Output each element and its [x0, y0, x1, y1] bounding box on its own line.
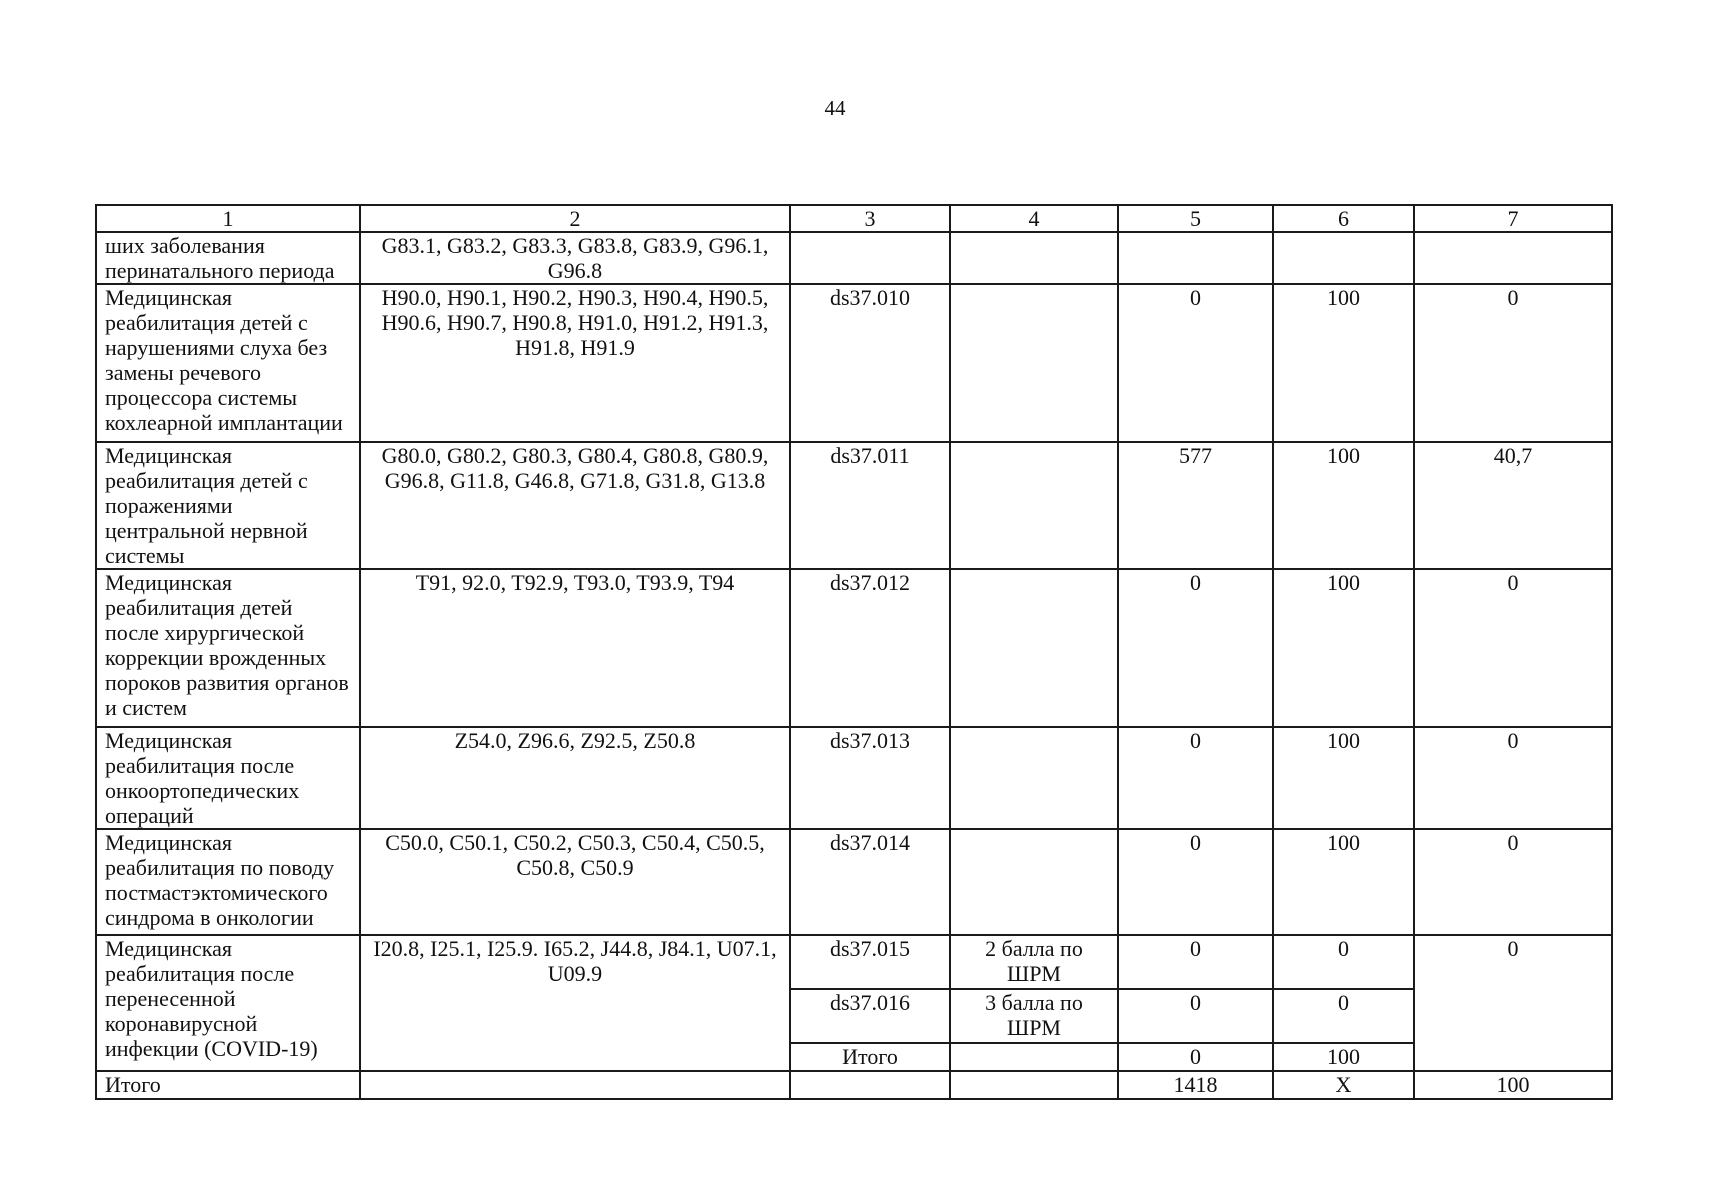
header-col-2: 2 — [360, 205, 790, 232]
row-codes: H90.0, H90.1, H90.2, H90.3, H90.4, H90.5, H90.6, H90.7, H90.8, H91.0, H91.2, H91.3, H91.8, H91.9 — [360, 284, 790, 442]
row-col-5: 0 — [1118, 569, 1273, 727]
row-col-6: 100 — [1273, 284, 1414, 442]
row-col-5 — [1118, 232, 1273, 284]
row-name: Медицинская реабилитация после онкоортопедических операций — [96, 727, 360, 829]
row-criteria: 3 балла по ШРМ — [950, 989, 1118, 1043]
row-ksg: ds37.016 — [790, 989, 950, 1043]
row-col-7: 0 — [1414, 284, 1612, 442]
row-criteria — [950, 442, 1118, 569]
row-name: Медицинская реабилитация детей с поражениями центральной нервной системы — [96, 442, 360, 569]
total-row — [96, 1071, 1612, 1099]
row-name: Медицинская реабилитация детей с нарушениями слуха без замены речевого процессора системы кохлеарной имплантации — [96, 284, 360, 442]
header-col-4: 4 — [950, 205, 1118, 232]
subtotal-col-5: 0 — [1118, 1043, 1273, 1071]
row-col-5: 0 — [1118, 989, 1273, 1043]
row-ksg: ds37.012 — [790, 569, 950, 727]
row-codes: T91, 92.0, T92.9, T93.0, T93.9, T94 — [360, 569, 790, 727]
row-ksg: ds37.011 — [790, 442, 950, 569]
header-col-6: 6 — [1273, 205, 1414, 232]
header-col-1: 1 — [96, 205, 360, 232]
row-criteria — [950, 232, 1118, 284]
row-col-7 — [1414, 232, 1612, 284]
row-col-6: 0 — [1273, 935, 1414, 989]
header-col-5: 5 — [1118, 205, 1273, 232]
subtotal-criteria — [950, 1043, 1118, 1071]
row-col-6: 100 — [1273, 569, 1414, 727]
page-number: 44 — [824, 96, 846, 120]
header-col-7: 7 — [1414, 205, 1612, 232]
row-ksg: ds37.013 — [790, 727, 950, 829]
row-criteria — [950, 569, 1118, 727]
row-ksg: ds37.015 — [790, 935, 950, 989]
row-criteria — [950, 284, 1118, 442]
table-row — [96, 935, 1612, 989]
row-col-6: 100 — [1273, 442, 1414, 569]
row-criteria: 2 балла по ШРМ — [950, 935, 1118, 989]
header-row — [96, 205, 1612, 232]
row-col-6: 0 — [1273, 989, 1414, 1043]
table-row — [96, 442, 1612, 569]
row-col-6: 100 — [1273, 829, 1414, 935]
table-row — [96, 284, 1612, 442]
row-codes: Z54.0, Z96.6, Z92.5, Z50.8 — [360, 727, 790, 829]
row-codes: C50.0, C50.1, C50.2, C50.3, C50.4, C50.5, C50.8, C50.9 — [360, 829, 790, 935]
row-col-5: 0 — [1118, 935, 1273, 989]
row-name: Медицинская реабилитация детей после хирургической коррекции врожденных пороков развития органов и систем — [96, 569, 360, 727]
row-name: Медицинская реабилитация по поводу постмастэктомического синдрома в онкологии — [96, 829, 360, 935]
subtotal-col-6: 100 — [1273, 1043, 1414, 1071]
row-criteria — [950, 727, 1118, 829]
row-ksg — [790, 232, 950, 284]
row-col-5: 0 — [1118, 284, 1273, 442]
table-row — [96, 727, 1612, 829]
tariff-table — [95, 204, 1613, 1100]
table-row — [96, 232, 1612, 284]
table-row — [96, 829, 1612, 935]
row-col-5: 577 — [1118, 442, 1273, 569]
row-col-6: 100 — [1273, 727, 1414, 829]
row-col-7: 0 — [1414, 829, 1612, 935]
row-col-7: 0 — [1414, 935, 1612, 1071]
total-codes — [360, 1071, 790, 1099]
row-criteria — [950, 829, 1118, 935]
total-ksg — [790, 1071, 950, 1099]
row-col-6 — [1273, 232, 1414, 284]
table-row — [96, 569, 1612, 727]
row-col-7: 0 — [1414, 569, 1612, 727]
row-ksg: ds37.014 — [790, 829, 950, 935]
row-col-7: 0 — [1414, 727, 1612, 829]
row-name: Медицинская реабилитация после перенесенной коронавирусной инфекции (COVID-19) — [96, 935, 360, 1071]
row-col-5: 0 — [1118, 727, 1273, 829]
total-col-6: Х — [1273, 1071, 1414, 1099]
subtotal-label: Итого — [790, 1043, 950, 1071]
row-codes: G80.0, G80.2, G80.3, G80.4, G80.8, G80.9, G96.8, G11.8, G46.8, G71.8, G31.8, G13.8 — [360, 442, 790, 569]
header-col-3: 3 — [790, 205, 950, 232]
row-name: ших заболевания перинатального периода — [96, 232, 360, 284]
row-codes: G83.1, G83.2, G83.3, G83.8, G83.9, G96.1, G96.8 — [360, 232, 790, 284]
row-col-5: 0 — [1118, 829, 1273, 935]
total-col-7: 100 — [1414, 1071, 1612, 1099]
total-label: Итого — [96, 1071, 360, 1099]
row-ksg: ds37.010 — [790, 284, 950, 442]
row-col-7: 40,7 — [1414, 442, 1612, 569]
total-criteria — [950, 1071, 1118, 1099]
total-col-5: 1418 — [1118, 1071, 1273, 1099]
row-codes: I20.8, I25.1, I25.9. I65.2, J44.8, J84.1, U07.1, U09.9 — [360, 935, 790, 1071]
